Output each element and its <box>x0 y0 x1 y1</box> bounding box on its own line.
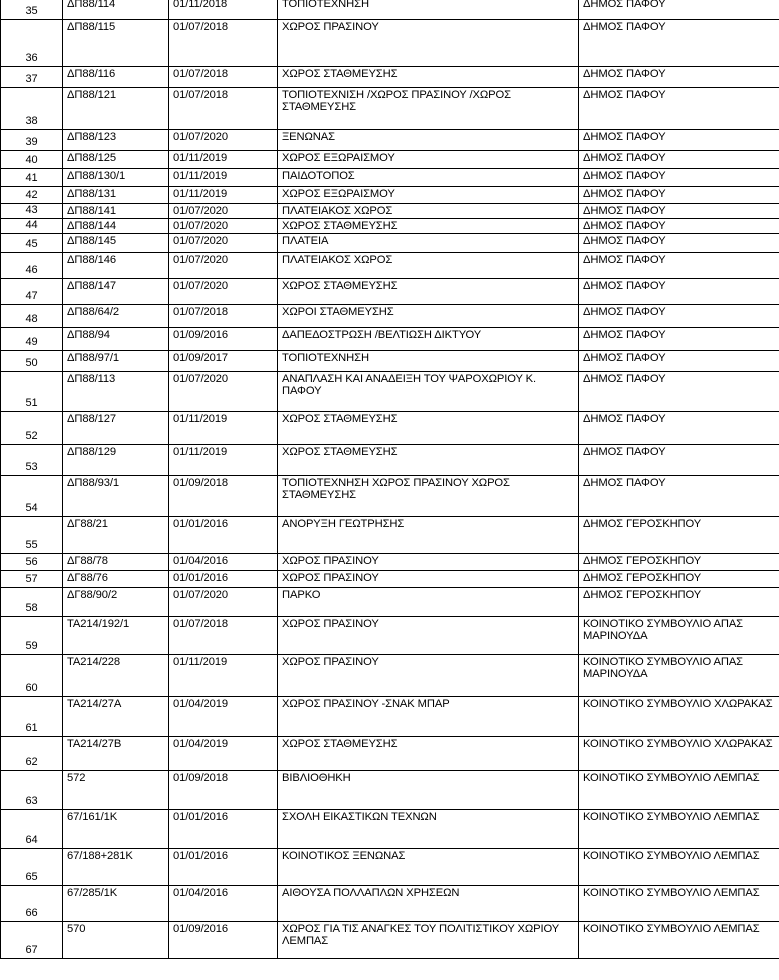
owner: ΔΗΜΟΣ ΠΑΦΟΥ <box>579 219 779 234</box>
date: 01/11/2019 <box>169 169 278 187</box>
description: ΧΩΡΟΣ ΠΡΑΣΙΝΟΥ <box>278 617 579 655</box>
description: ΠΛΑΤΕΙΑΚΟΣ ΧΩΡΟΣ <box>278 253 579 279</box>
parcel-code: ΔΠ88/93/1 <box>63 476 169 517</box>
date: 01/07/2020 <box>169 253 278 279</box>
row-number: 39 <box>1 130 63 151</box>
parcel-code: ΤΑ214/192/1 <box>63 617 169 655</box>
date: 01/04/2019 <box>169 697 278 737</box>
description: ΠΛΑΤΕΙΑΚΟΣ ΧΩΡΟΣ <box>278 204 579 219</box>
parcel-code: ΤΑ214/27Α <box>63 697 169 737</box>
row-number: 36 <box>1 20 63 67</box>
description: ΧΩΡΟΣ ΣΤΑΘΜΕΥΣΗΣ <box>278 445 579 476</box>
owner: ΔΗΜΟΣ ΠΑΦΟΥ <box>579 204 779 219</box>
date: 01/11/2019 <box>169 445 278 476</box>
row-number: 54 <box>1 476 63 517</box>
table-row <box>1 617 779 655</box>
table-row <box>1 20 779 67</box>
parcel-code: 67/161/1Κ <box>63 810 169 849</box>
owner: ΔΗΜΟΣ ΠΑΦΟΥ <box>579 20 779 67</box>
owner: ΔΗΜΟΣ ΠΑΦΟΥ <box>579 328 779 351</box>
table-row <box>1 0 779 20</box>
parcel-code: 570 <box>63 922 169 959</box>
description: ΧΩΡΟΣ ΠΡΑΣΙΝΟΥ <box>278 655 579 697</box>
table-row <box>1 571 779 588</box>
owner: ΚΟΙΝΟΤΙΚΟ ΣΥΜΒΟΥΛΙΟ ΛΕΜΠΑΣ <box>579 771 779 810</box>
table-row <box>1 130 779 151</box>
date: 01/11/2019 <box>169 151 278 169</box>
owner: ΚΟΙΝΟΤΙΚΟ ΣΥΜΒΟΥΛΙΟ ΛΕΜΠΑΣ <box>579 810 779 849</box>
table-row <box>1 169 779 187</box>
owner: ΔΗΜΟΣ ΠΑΦΟΥ <box>579 187 779 204</box>
table-row <box>1 445 779 476</box>
row-number: 37 <box>1 67 63 88</box>
owner: ΔΗΜΟΣ ΠΑΦΟΥ <box>579 169 779 187</box>
table-row <box>1 234 779 253</box>
date: 01/07/2018 <box>169 617 278 655</box>
row-number: 65 <box>1 849 63 886</box>
row-number: 53 <box>1 445 63 476</box>
table-row <box>1 151 779 169</box>
table-row <box>1 554 779 571</box>
owner: ΔΗΜΟΣ ΓΕΡΟΣΚΗΠΟΥ <box>579 554 779 571</box>
table-row <box>1 886 779 922</box>
table-row <box>1 305 779 328</box>
description: ΠΑΡΚΟ <box>278 588 579 617</box>
description: ΧΩΡΟΙ ΣΤΑΘΜΕΥΣΗΣ <box>278 305 579 328</box>
parcel-code: ΔΠ88/147 <box>63 279 169 305</box>
row-number: 59 <box>1 617 63 655</box>
owner: ΚΟΙΝΟΤΙΚΟ ΣΥΜΒΟΥΛΙΟ ΧΛΩΡΑΚΑΣ <box>579 697 779 737</box>
owner: ΚΟΙΝΟΤΙΚΟ ΣΥΜΒΟΥΛΙΟ ΧΛΩΡΑΚΑΣ <box>579 737 779 771</box>
owner: ΚΟΙΝΟΤΙΚΟ ΣΥΜΒΟΥΛΙΟ ΑΠΑΣ ΜΑΡΙΝΟΥΔΑ <box>579 655 779 697</box>
owner: ΔΗΜΟΣ ΓΕΡΟΣΚΗΠΟΥ <box>579 517 779 554</box>
parcel-code: ΔΓ88/76 <box>63 571 169 588</box>
description: ΧΩΡΟΣ ΣΤΑΘΜΕΥΣΗΣ <box>278 279 579 305</box>
row-number: 35 <box>1 0 63 20</box>
row-number: 50 <box>1 351 63 372</box>
date: 01/07/2020 <box>169 234 278 253</box>
description: ΧΩΡΟΣ ΣΤΑΘΜΕΥΣΗΣ <box>278 67 579 88</box>
description: ΧΩΡΟΣ ΠΡΑΣΙΝΟΥ <box>278 554 579 571</box>
row-number: 45 <box>1 234 63 253</box>
date: 01/07/2020 <box>169 279 278 305</box>
parcel-code: ΔΠ88/129 <box>63 445 169 476</box>
parcel-code: ΔΠ88/97/1 <box>63 351 169 372</box>
owner: ΔΗΜΟΣ ΠΑΦΟΥ <box>579 130 779 151</box>
parcel-code: ΔΠ88/113 <box>63 372 169 412</box>
owner: ΔΗΜΟΣ ΠΑΦΟΥ <box>579 445 779 476</box>
parcel-code: ΔΠ88/115 <box>63 20 169 67</box>
date: 01/07/2020 <box>169 219 278 234</box>
owner: ΔΗΜΟΣ ΠΑΦΟΥ <box>579 279 779 305</box>
description: ΒΙΒΛΙΟΘΗΚΗ <box>278 771 579 810</box>
parcel-code: ΔΠ88/114 <box>63 0 169 20</box>
row-number: 67 <box>1 922 63 959</box>
parcel-code: ΔΠ88/127 <box>63 412 169 445</box>
table-row <box>1 849 779 886</box>
table-row <box>1 187 779 204</box>
date: 01/04/2016 <box>169 886 278 922</box>
owner: ΔΗΜΟΣ ΠΑΦΟΥ <box>579 67 779 88</box>
description: ΤΟΠΙΟΤΕΧΝΗΣΗ ΧΩΡΟΣ ΠΡΑΣΙΝΟΥ ΧΩΡΟΣ ΣΤΑΘΜΕΥΣΗΣ <box>278 476 579 517</box>
date: 01/01/2016 <box>169 849 278 886</box>
date: 01/07/2018 <box>169 88 278 130</box>
row-number: 47 <box>1 279 63 305</box>
date: 01/11/2018 <box>169 0 278 20</box>
row-number: 57 <box>1 571 63 588</box>
date: 01/07/2020 <box>169 588 278 617</box>
date: 01/01/2016 <box>169 517 278 554</box>
row-number: 52 <box>1 412 63 445</box>
table-row <box>1 517 779 554</box>
date: 01/11/2019 <box>169 187 278 204</box>
description: ΧΩΡΟΣ ΣΤΑΘΜΕΥΣΗΣ <box>278 219 579 234</box>
parcel-code: ΔΠ88/146 <box>63 253 169 279</box>
row-number: 62 <box>1 737 63 771</box>
table-row <box>1 88 779 130</box>
table-row <box>1 771 779 810</box>
owner: ΔΗΜΟΣ ΓΕΡΟΣΚΗΠΟΥ <box>579 571 779 588</box>
owner: ΔΗΜΟΣ ΠΑΦΟΥ <box>579 88 779 130</box>
owner: ΔΗΜΟΣ ΠΑΦΟΥ <box>579 412 779 445</box>
parcel-code: ΔΠ88/116 <box>63 67 169 88</box>
table-row <box>1 279 779 305</box>
table-body <box>1 0 779 959</box>
date: 01/09/2016 <box>169 922 278 959</box>
description: ΧΩΡΟΣ ΠΡΑΣΙΝΟΥ -ΣΝΑΚ ΜΠΑΡ <box>278 697 579 737</box>
description: ΤΟΠΙΟΤΕΧΝΗΣΗ <box>278 0 579 20</box>
parcel-code: ΔΠ88/141 <box>63 204 169 219</box>
table-row <box>1 697 779 737</box>
table-row <box>1 219 779 234</box>
description: ΧΩΡΟΣ ΕΞΩΡΑΙΣΜΟΥ <box>278 151 579 169</box>
row-number: 38 <box>1 88 63 130</box>
description: ΠΛΑΤΕΙΑ <box>278 234 579 253</box>
description: ΧΩΡΟΣ ΓΙΑ ΤΙΣ ΑΝΑΓΚΕΣ ΤΟΥ ΠΟΛΙΤΙΣΤΙΚΟΥ ΧΩΡΙΟΥ ΛΕΜΠΑΣ <box>278 922 579 959</box>
description: ΔΑΠΕΔΟΣΤΡΩΣΗ /ΒΕΛΤΙΩΣΗ ΔΙΚΤΥΟΥ <box>278 328 579 351</box>
description: ΧΩΡΟΣ ΠΡΑΣΙΝΟΥ <box>278 571 579 588</box>
parcel-code: 67/285/1Κ <box>63 886 169 922</box>
description: ΣΧΟΛΗ ΕΙΚΑΣΤΙΚΩΝ ΤΕΧΝΩΝ <box>278 810 579 849</box>
description: ΑΝΑΠΛΑΣΗ ΚΑΙ ΑΝΑΔΕΙΞΗ ΤΟΥ ΨΑΡΟΧΩΡΙΟΥ Κ. ΠΑΦΟΥ <box>278 372 579 412</box>
parcel-code: ΔΠ88/121 <box>63 88 169 130</box>
date: 01/07/2020 <box>169 372 278 412</box>
row-number: 61 <box>1 697 63 737</box>
owner: ΔΗΜΟΣ ΠΑΦΟΥ <box>579 253 779 279</box>
date: 01/07/2018 <box>169 305 278 328</box>
table-row <box>1 588 779 617</box>
parcel-code: ΔΠ88/94 <box>63 328 169 351</box>
table-row <box>1 476 779 517</box>
parcel-code: ΔΠ88/130/1 <box>63 169 169 187</box>
owner: ΔΗΜΟΣ ΠΑΦΟΥ <box>579 305 779 328</box>
table-row <box>1 737 779 771</box>
owner: ΚΟΙΝΟΤΙΚΟ ΣΥΜΒΟΥΛΙΟ ΛΕΜΠΑΣ <box>579 886 779 922</box>
owner: ΔΗΜΟΣ ΠΑΦΟΥ <box>579 151 779 169</box>
row-number: 60 <box>1 655 63 697</box>
date: 01/01/2016 <box>169 571 278 588</box>
owner: ΚΟΙΝΟΤΙΚΟ ΣΥΜΒΟΥΛΙΟ ΛΕΜΠΑΣ <box>579 922 779 959</box>
description: ΚΟΙΝΟΤΙΚΟΣ ΞΕΝΩΝΑΣ <box>278 849 579 886</box>
table-row <box>1 810 779 849</box>
table-row <box>1 328 779 351</box>
owner: ΔΗΜΟΣ ΠΑΦΟΥ <box>579 372 779 412</box>
description: ΤΟΠΙΟΤΕΧΝΙΣΗ /ΧΩΡΟΣ ΠΡΑΣΙΝΟΥ /ΧΩΡΟΣ ΣΤΑΘΜΕΥΣΗΣ <box>278 88 579 130</box>
description: ΠΑΙΔΟΤΟΠΟΣ <box>278 169 579 187</box>
owner: ΔΗΜΟΣ ΓΕΡΟΣΚΗΠΟΥ <box>579 588 779 617</box>
table-row <box>1 655 779 697</box>
row-number: 46 <box>1 253 63 279</box>
date: 01/07/2018 <box>169 20 278 67</box>
description: ΤΟΠΙΟΤΕΧΝΗΣΗ <box>278 351 579 372</box>
row-number: 42 <box>1 187 63 204</box>
parcel-code: ΔΠ88/131 <box>63 187 169 204</box>
row-number: 64 <box>1 810 63 849</box>
parcel-code: ΔΠ88/144 <box>63 219 169 234</box>
owner: ΔΗΜΟΣ ΠΑΦΟΥ <box>579 351 779 372</box>
parcel-code: 572 <box>63 771 169 810</box>
table-row <box>1 351 779 372</box>
row-number: 43 <box>1 204 63 219</box>
row-number: 49 <box>1 328 63 351</box>
table-row <box>1 253 779 279</box>
row-number: 58 <box>1 588 63 617</box>
row-number: 41 <box>1 169 63 187</box>
description: ΧΩΡΟΣ ΠΡΑΣΙΝΟΥ <box>278 20 579 67</box>
row-number: 55 <box>1 517 63 554</box>
owner: ΔΗΜΟΣ ΠΑΦΟΥ <box>579 0 779 20</box>
description: ΧΩΡΟΣ ΕΞΩΡΑΙΣΜΟΥ <box>278 187 579 204</box>
row-number: 66 <box>1 886 63 922</box>
description: ΞΕΝΩΝΑΣ <box>278 130 579 151</box>
row-number: 44 <box>1 219 63 234</box>
owner: ΔΗΜΟΣ ΠΑΦΟΥ <box>579 234 779 253</box>
table-row <box>1 922 779 959</box>
date: 01/09/2018 <box>169 771 278 810</box>
date: 01/09/2018 <box>169 476 278 517</box>
date: 01/04/2019 <box>169 737 278 771</box>
parcel-code: ΔΓ88/90/2 <box>63 588 169 617</box>
table-row <box>1 372 779 412</box>
description: ΧΩΡΟΣ ΣΤΑΘΜΕΥΣΗΣ <box>278 737 579 771</box>
date: 01/09/2016 <box>169 328 278 351</box>
date: 01/11/2019 <box>169 412 278 445</box>
row-number: 56 <box>1 554 63 571</box>
date: 01/07/2018 <box>169 67 278 88</box>
row-number: 63 <box>1 771 63 810</box>
parcel-code: ΔΠ88/64/2 <box>63 305 169 328</box>
date: 01/07/2020 <box>169 204 278 219</box>
parcel-code: 67/188+281Κ <box>63 849 169 886</box>
owner: ΚΟΙΝΟΤΙΚΟ ΣΥΜΒΟΥΛΙΟ ΑΠΑΣ ΜΑΡΙΝΟΥΔΑ <box>579 617 779 655</box>
parcel-code: ΔΠ88/125 <box>63 151 169 169</box>
parcel-code: ΤΑ214/228 <box>63 655 169 697</box>
owner: ΔΗΜΟΣ ΠΑΦΟΥ <box>579 476 779 517</box>
parcel-code: ΔΓ88/78 <box>63 554 169 571</box>
parcel-code: ΔΓ88/21 <box>63 517 169 554</box>
description: ΑΙΘΟΥΣΑ ΠΟΛΛΑΠΛΩΝ ΧΡΗΣΕΩΝ <box>278 886 579 922</box>
date: 01/11/2019 <box>169 655 278 697</box>
table-row <box>1 67 779 88</box>
date: 01/01/2016 <box>169 810 278 849</box>
date: 01/09/2017 <box>169 351 278 372</box>
parcel-code: ΔΠ88/145 <box>63 234 169 253</box>
parcel-code: ΔΠ88/123 <box>63 130 169 151</box>
owner: ΚΟΙΝΟΤΙΚΟ ΣΥΜΒΟΥΛΙΟ ΛΕΜΠΑΣ <box>579 849 779 886</box>
description: ΑΝΟΡΥΞΗ ΓΕΩΤΡΗΣΗΣ <box>278 517 579 554</box>
row-number: 48 <box>1 305 63 328</box>
date: 01/07/2020 <box>169 130 278 151</box>
table-row <box>1 412 779 445</box>
row-number: 40 <box>1 151 63 169</box>
date: 01/04/2016 <box>169 554 278 571</box>
parcel-code: ΤΑ214/27Β <box>63 737 169 771</box>
description: ΧΩΡΟΣ ΣΤΑΘΜΕΥΣΗΣ <box>278 412 579 445</box>
row-number: 51 <box>1 372 63 412</box>
table-row <box>1 204 779 219</box>
